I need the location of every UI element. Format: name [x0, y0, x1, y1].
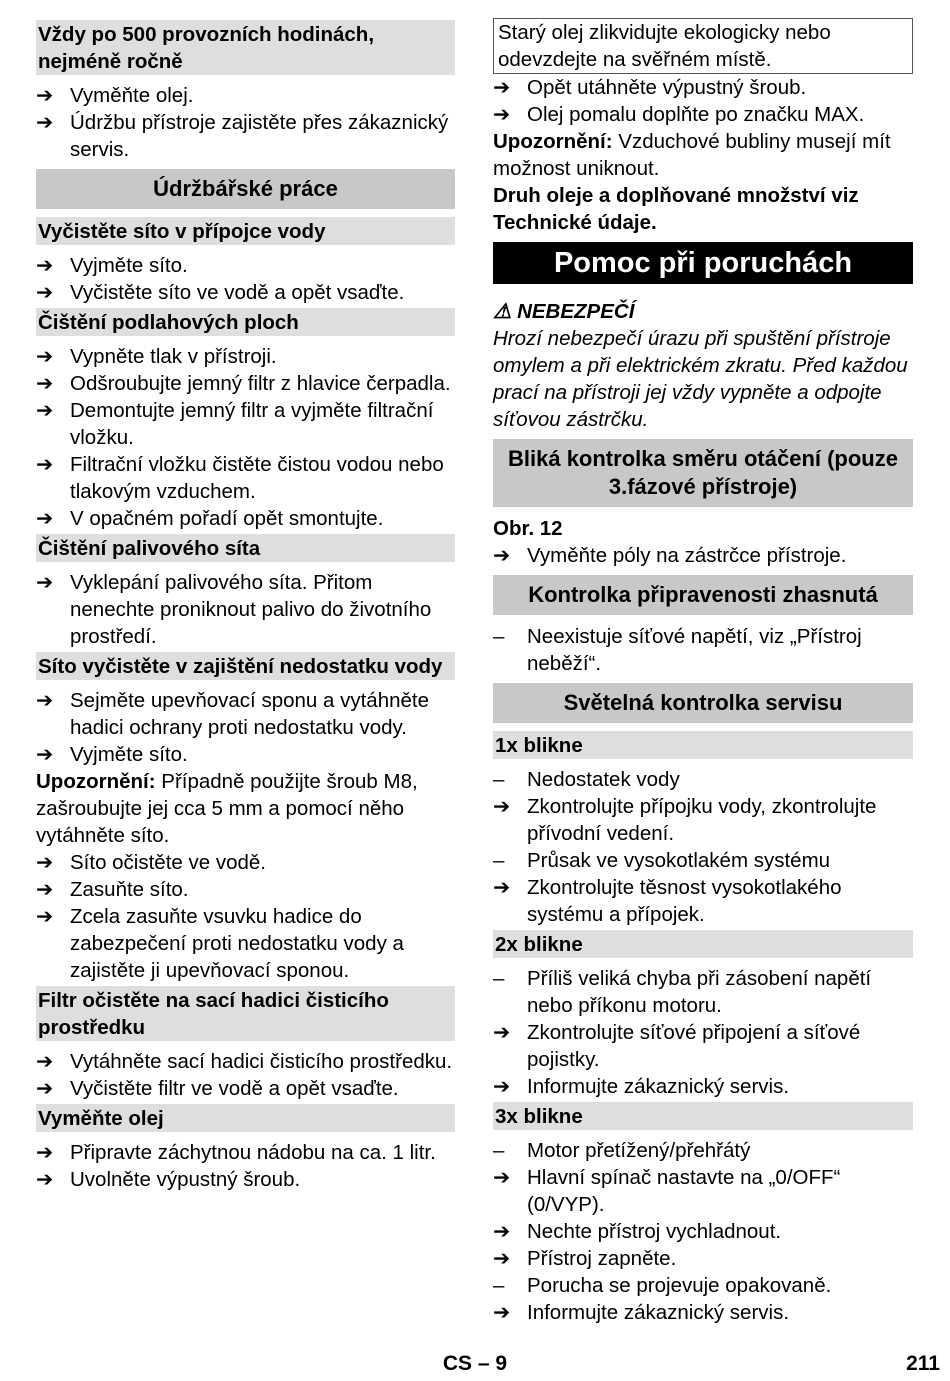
arrow-icon: ➔ [493, 1075, 511, 1098]
list-item [493, 1299, 913, 1326]
chapter-title: Pomoc při poruchách [493, 242, 913, 284]
list-item-text: Demontujte jemný filtr a vyjměte filtrační vložku. [70, 399, 434, 449]
list-item-text: Vypněte tlak v přístroji. [70, 345, 277, 368]
subsection-heading: Vyčistěte síto v přípojce vody [36, 217, 455, 245]
subsection-heading: Síto vyčistěte v zajištění nedostatku vody [36, 652, 455, 680]
arrow-icon: ➔ [36, 1050, 54, 1073]
list-item-text: Příliš veliká chyba při zásobení napětí nebo příkonu motoru. [527, 967, 872, 1017]
list-item [493, 1137, 913, 1164]
list-item-text: Údržbu přístroje zajistěte přes zákaznický servis. [70, 111, 449, 161]
section-heading: Kontrolka připravenosti zhasnutá [493, 575, 913, 615]
bold-paragraph: Obr. 12 [493, 517, 563, 540]
list-item-text: Hlavní spínač nastavte na „0/OFF“ (0/VYP). [527, 1166, 841, 1216]
list-item-text: V opačném pořadí opět smontujte. [70, 507, 384, 530]
list-item [36, 687, 455, 741]
note-paragraph [493, 128, 913, 182]
list-item-text: Nedostatek vody [527, 768, 680, 791]
list-item-text: Uvolněte výpustný šroub. [70, 1168, 301, 1191]
list-item [493, 74, 913, 101]
arrow-icon: ➔ [36, 453, 54, 476]
list-item [493, 101, 913, 128]
list-item [493, 1218, 913, 1245]
note-label: Upozornění: [493, 130, 613, 153]
list-item-text: Zkontrolujte síťové připojení a síťové pojistky. [527, 1021, 861, 1071]
list-item [36, 252, 455, 279]
list-item-text: Zcela zasuňte vsuvku hadice do zabezpečení proti nedostatku vody a zajistěte ji upevňovací sponou. [70, 905, 404, 982]
arrow-icon: ➔ [36, 84, 54, 107]
list-item-text: Vyklepání palivového síta. Přitom nenechte proniknout palivo do životního prostředí. [70, 571, 432, 648]
list-item [36, 569, 455, 650]
list-item [493, 766, 913, 793]
list-item [36, 82, 455, 109]
list-item [493, 1073, 913, 1100]
dash-bullet: – [493, 1139, 505, 1162]
list-item-text: Informujte zákaznický servis. [527, 1301, 790, 1324]
list-item-text: Vyměňte póly na zástrčce přístroje. [527, 544, 847, 567]
arrow-icon: ➔ [36, 254, 54, 277]
arrow-icon: ➔ [36, 1141, 54, 1164]
list-item-text: Průsak ve vysokotlakém systému [527, 849, 831, 872]
left-column [36, 18, 455, 1193]
danger-text: Hrozí nebezpečí úrazu při spuštění přístroje omylem a při elektrickém zkratu. Před každou prací na přístroji jej vždy vypněte a odpojte síťovou zástrčku. [493, 327, 908, 431]
arrow-icon: ➔ [36, 372, 54, 395]
list-item-text: Opět utáhněte výpustný šroub. [527, 76, 807, 99]
list-item-text: Nechte přístroj vychladnout. [527, 1220, 782, 1243]
arrow-icon: ➔ [493, 544, 511, 567]
subsection-heading: Vyměňte olej [36, 1104, 455, 1132]
list-item-text: Zasuňte síto. [70, 878, 189, 901]
list-item [36, 505, 455, 532]
note-paragraph [36, 768, 455, 849]
bold-paragraph: Druh oleje a doplňované množství viz Technické údaje. [493, 184, 859, 234]
subsection-heading: 2x blikne [493, 930, 913, 958]
list-item-text: Olej pomalu doplňte po značku MAX. [527, 103, 865, 126]
arrow-icon: ➔ [36, 851, 54, 874]
right-column [493, 18, 913, 1326]
arrow-icon: ➔ [36, 111, 54, 134]
section-heading: Bliká kontrolka směru otáčení (pouze 3.fázové přístroje) [493, 439, 913, 507]
list-item-text: Porucha se projevuje opakovaně. [527, 1274, 832, 1297]
list-item [36, 903, 455, 984]
list-item-text: Motor přetížený/přehřátý [527, 1139, 751, 1162]
boxed-note: Starý olej zlikvidujte ekologicky nebo odevzdejte na svěřném místě. [493, 18, 913, 74]
list-item [493, 1272, 913, 1299]
list-item [36, 1075, 455, 1102]
list-item-text: Vyčistěte síto ve vodě a opět vsaďte. [70, 281, 405, 304]
footer-language-page: CS – 9 [442, 1352, 508, 1375]
list-item-text: Vyměňte olej. [70, 84, 194, 107]
list-item [36, 876, 455, 903]
list-item [36, 849, 455, 876]
list-item-text: Zkontrolujte přípojku vody, zkontrolujte přívodní vedení. [527, 795, 877, 845]
subsection-heading: Filtr očistěte na sací hadici čisticího prostředku [36, 986, 455, 1041]
list-item [493, 1019, 913, 1073]
list-item [36, 451, 455, 505]
arrow-icon: ➔ [493, 76, 511, 99]
list-item-text: Zkontrolujte těsnost vysokotlakého systému a přípojek. [527, 876, 842, 926]
list-item [493, 965, 913, 1019]
list-item [493, 847, 913, 874]
note-label: Upozornění: [36, 770, 156, 793]
list-item [36, 1166, 455, 1193]
danger-heading: ⚠ NEBEZPEČÍ [493, 300, 635, 323]
arrow-icon: ➔ [36, 689, 54, 712]
list-item [493, 1164, 913, 1218]
list-item-text: Odšroubujte jemný filtr z hlavice čerpadla. [70, 372, 451, 395]
arrow-icon: ➔ [493, 876, 511, 899]
subsection-heading: Čištění palivového síta [36, 534, 455, 562]
subsection-heading: Vždy po 500 provozních hodinách, nejméně ročně [36, 20, 455, 75]
subsection-heading: 3x blikne [493, 1102, 913, 1130]
section-heading: Světelná kontrolka servisu [493, 683, 913, 723]
arrow-icon: ➔ [36, 345, 54, 368]
list-item-text: Přístroj zapněte. [527, 1247, 677, 1270]
list-item [493, 793, 913, 847]
arrow-icon: ➔ [36, 281, 54, 304]
note-text: Vzduchové bubliny musejí mít možnost uniknout. [493, 130, 891, 180]
dash-bullet: – [493, 849, 505, 872]
section-heading: Údržbářské práce [36, 169, 455, 209]
footer-page-number: 211 [906, 1352, 940, 1375]
list-item-text: Sejměte upevňovací sponu a vytáhněte hadici ochrany proti nedostatku vody. [70, 689, 429, 739]
subsection-heading: Čištění podlahových ploch [36, 308, 455, 336]
list-item [36, 109, 455, 163]
list-item-text: Vyjměte síto. [70, 743, 188, 766]
arrow-icon: ➔ [493, 1301, 511, 1324]
subsection-heading: 1x blikne [493, 731, 913, 759]
arrow-icon: ➔ [493, 1166, 511, 1189]
list-item [493, 542, 913, 569]
list-item-text: Vyjměte síto. [70, 254, 188, 277]
arrow-icon: ➔ [36, 1168, 54, 1191]
list-item [36, 397, 455, 451]
arrow-icon: ➔ [36, 507, 54, 530]
list-item [36, 741, 455, 768]
dash-bullet: – [493, 967, 505, 990]
note-text: Případně použijte šroub M8, zašroubujte jej cca 5 mm a pomocí něho vytáhněte síto. [36, 770, 418, 847]
arrow-icon: ➔ [36, 399, 54, 422]
dash-bullet: – [493, 1274, 505, 1297]
arrow-icon: ➔ [493, 795, 511, 818]
arrow-icon: ➔ [493, 1220, 511, 1243]
list-item [36, 1048, 455, 1075]
list-item [36, 370, 455, 397]
arrow-icon: ➔ [493, 1247, 511, 1270]
list-item [36, 343, 455, 370]
list-item-text: Informujte zákaznický servis. [527, 1075, 790, 1098]
list-item-text: Připravte záchytnou nádobu na ca. 1 litr. [70, 1141, 436, 1164]
arrow-icon: ➔ [36, 743, 54, 766]
arrow-icon: ➔ [36, 571, 54, 594]
list-item [493, 874, 913, 928]
list-item [493, 1245, 913, 1272]
arrow-icon: ➔ [36, 905, 54, 928]
list-item-text: Vytáhněte sací hadici čisticího prostředku. [70, 1050, 453, 1073]
arrow-icon: ➔ [493, 103, 511, 126]
dash-bullet: – [493, 625, 505, 648]
list-item-text: Vyčistěte filtr ve vodě a opět vsaďte. [70, 1077, 399, 1100]
list-item-text: Neexistuje síťové napětí, viz „Přístroj neběží“. [527, 625, 862, 675]
list-item-text: Síto očistěte ve vodě. [70, 851, 267, 874]
list-item [36, 1139, 455, 1166]
list-item-text: Filtrační vložku čistěte čistou vodou nebo tlakovým vzduchem. [70, 453, 444, 503]
list-item [36, 279, 455, 306]
list-item [493, 623, 913, 677]
arrow-icon: ➔ [493, 1021, 511, 1044]
arrow-icon: ➔ [36, 878, 54, 901]
dash-bullet: – [493, 768, 505, 791]
arrow-icon: ➔ [36, 1077, 54, 1100]
